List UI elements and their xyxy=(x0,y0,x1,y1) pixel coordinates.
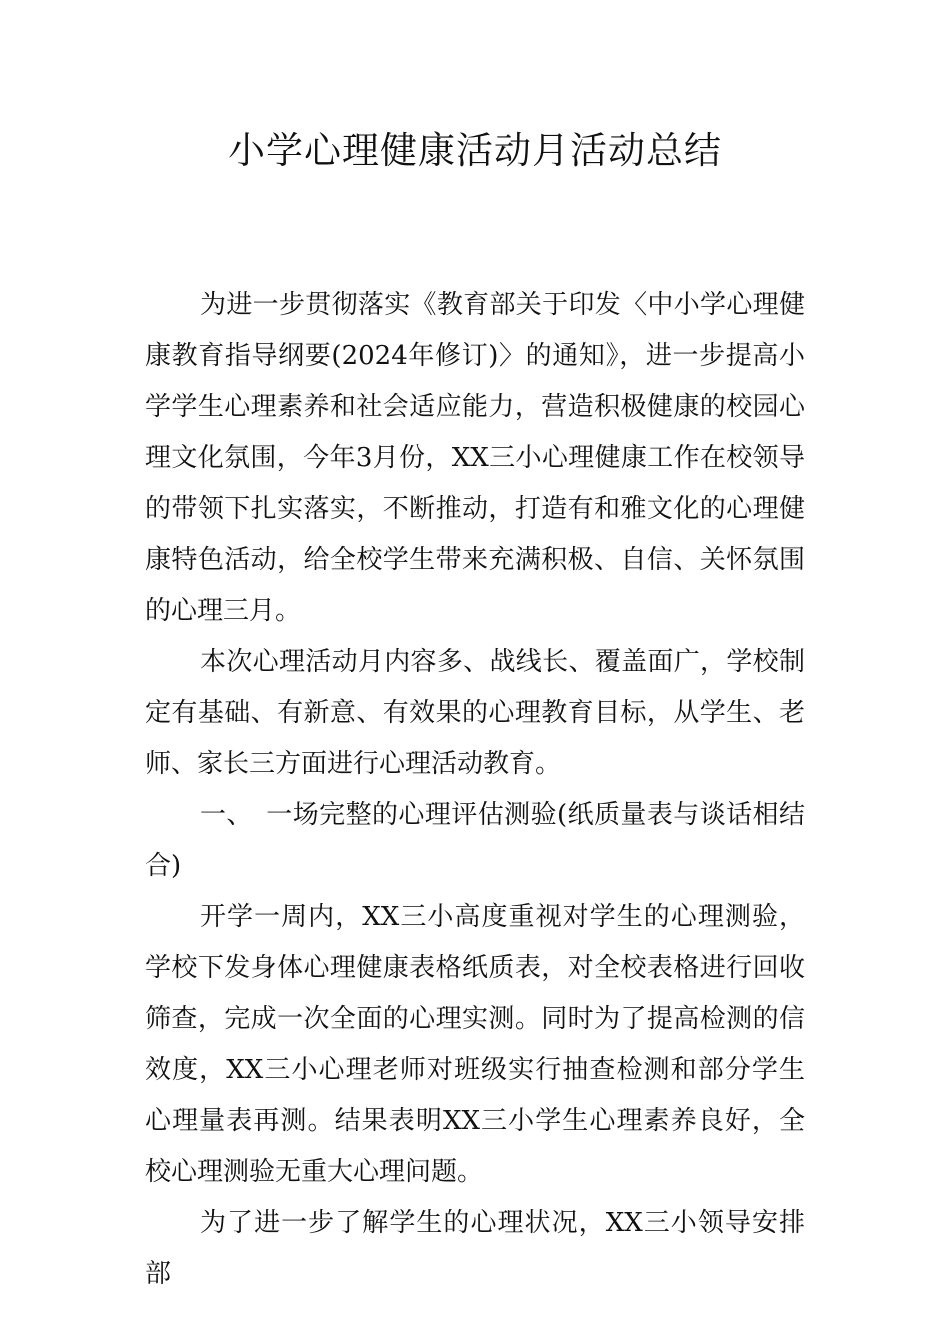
paragraph-followup: 为了进一步了解学生的心理状况，XX三小领导安排部 xyxy=(145,1208,805,1289)
paragraph-overview: 本次心理活动月内容多、战线长、覆盖面广，学校制定有基础、有新意、有效果的心理教育目标，从学生、老师、家长三方面进行心理活动教育。 xyxy=(145,647,805,779)
paragraph-intro: 为进一步贯彻落实《教育部关于印发〈中小学心理健康教育指导纲要(2024年修订)〉的通知》，进一步提高小学学生心理素养和社会适应能力，营造积极健康的校园心理文化氛围，今年3月份，XX三小心理健康工作在校领导的带领下扎实落实，不断推动，打造有和雅文化的心理健康特色活动，给全校学生带来充满积极、自信、关怀氛围的心理三月。 xyxy=(145,290,805,626)
section-heading-1: 一、 一场完整的心理评估测验(纸质量表与谈话相结合) xyxy=(145,800,805,881)
paragraph-assessment: 开学一周内，XX三小高度重视对学生的心理测验，学校下发身体心理健康表格纸质表，对全校表格进行回收筛查，完成一次全面的心理实测。同时为了提高检测的信效度，XX三小心理老师对班级实行抽查检测和部分学生心理量表再测。结果表明XX三小学生心理素养良好，全校心理测验无重大心理问题。 xyxy=(145,902,805,1187)
document-body xyxy=(145,280,805,1300)
document-title: 小学心理健康活动月活动总结 xyxy=(228,129,722,172)
